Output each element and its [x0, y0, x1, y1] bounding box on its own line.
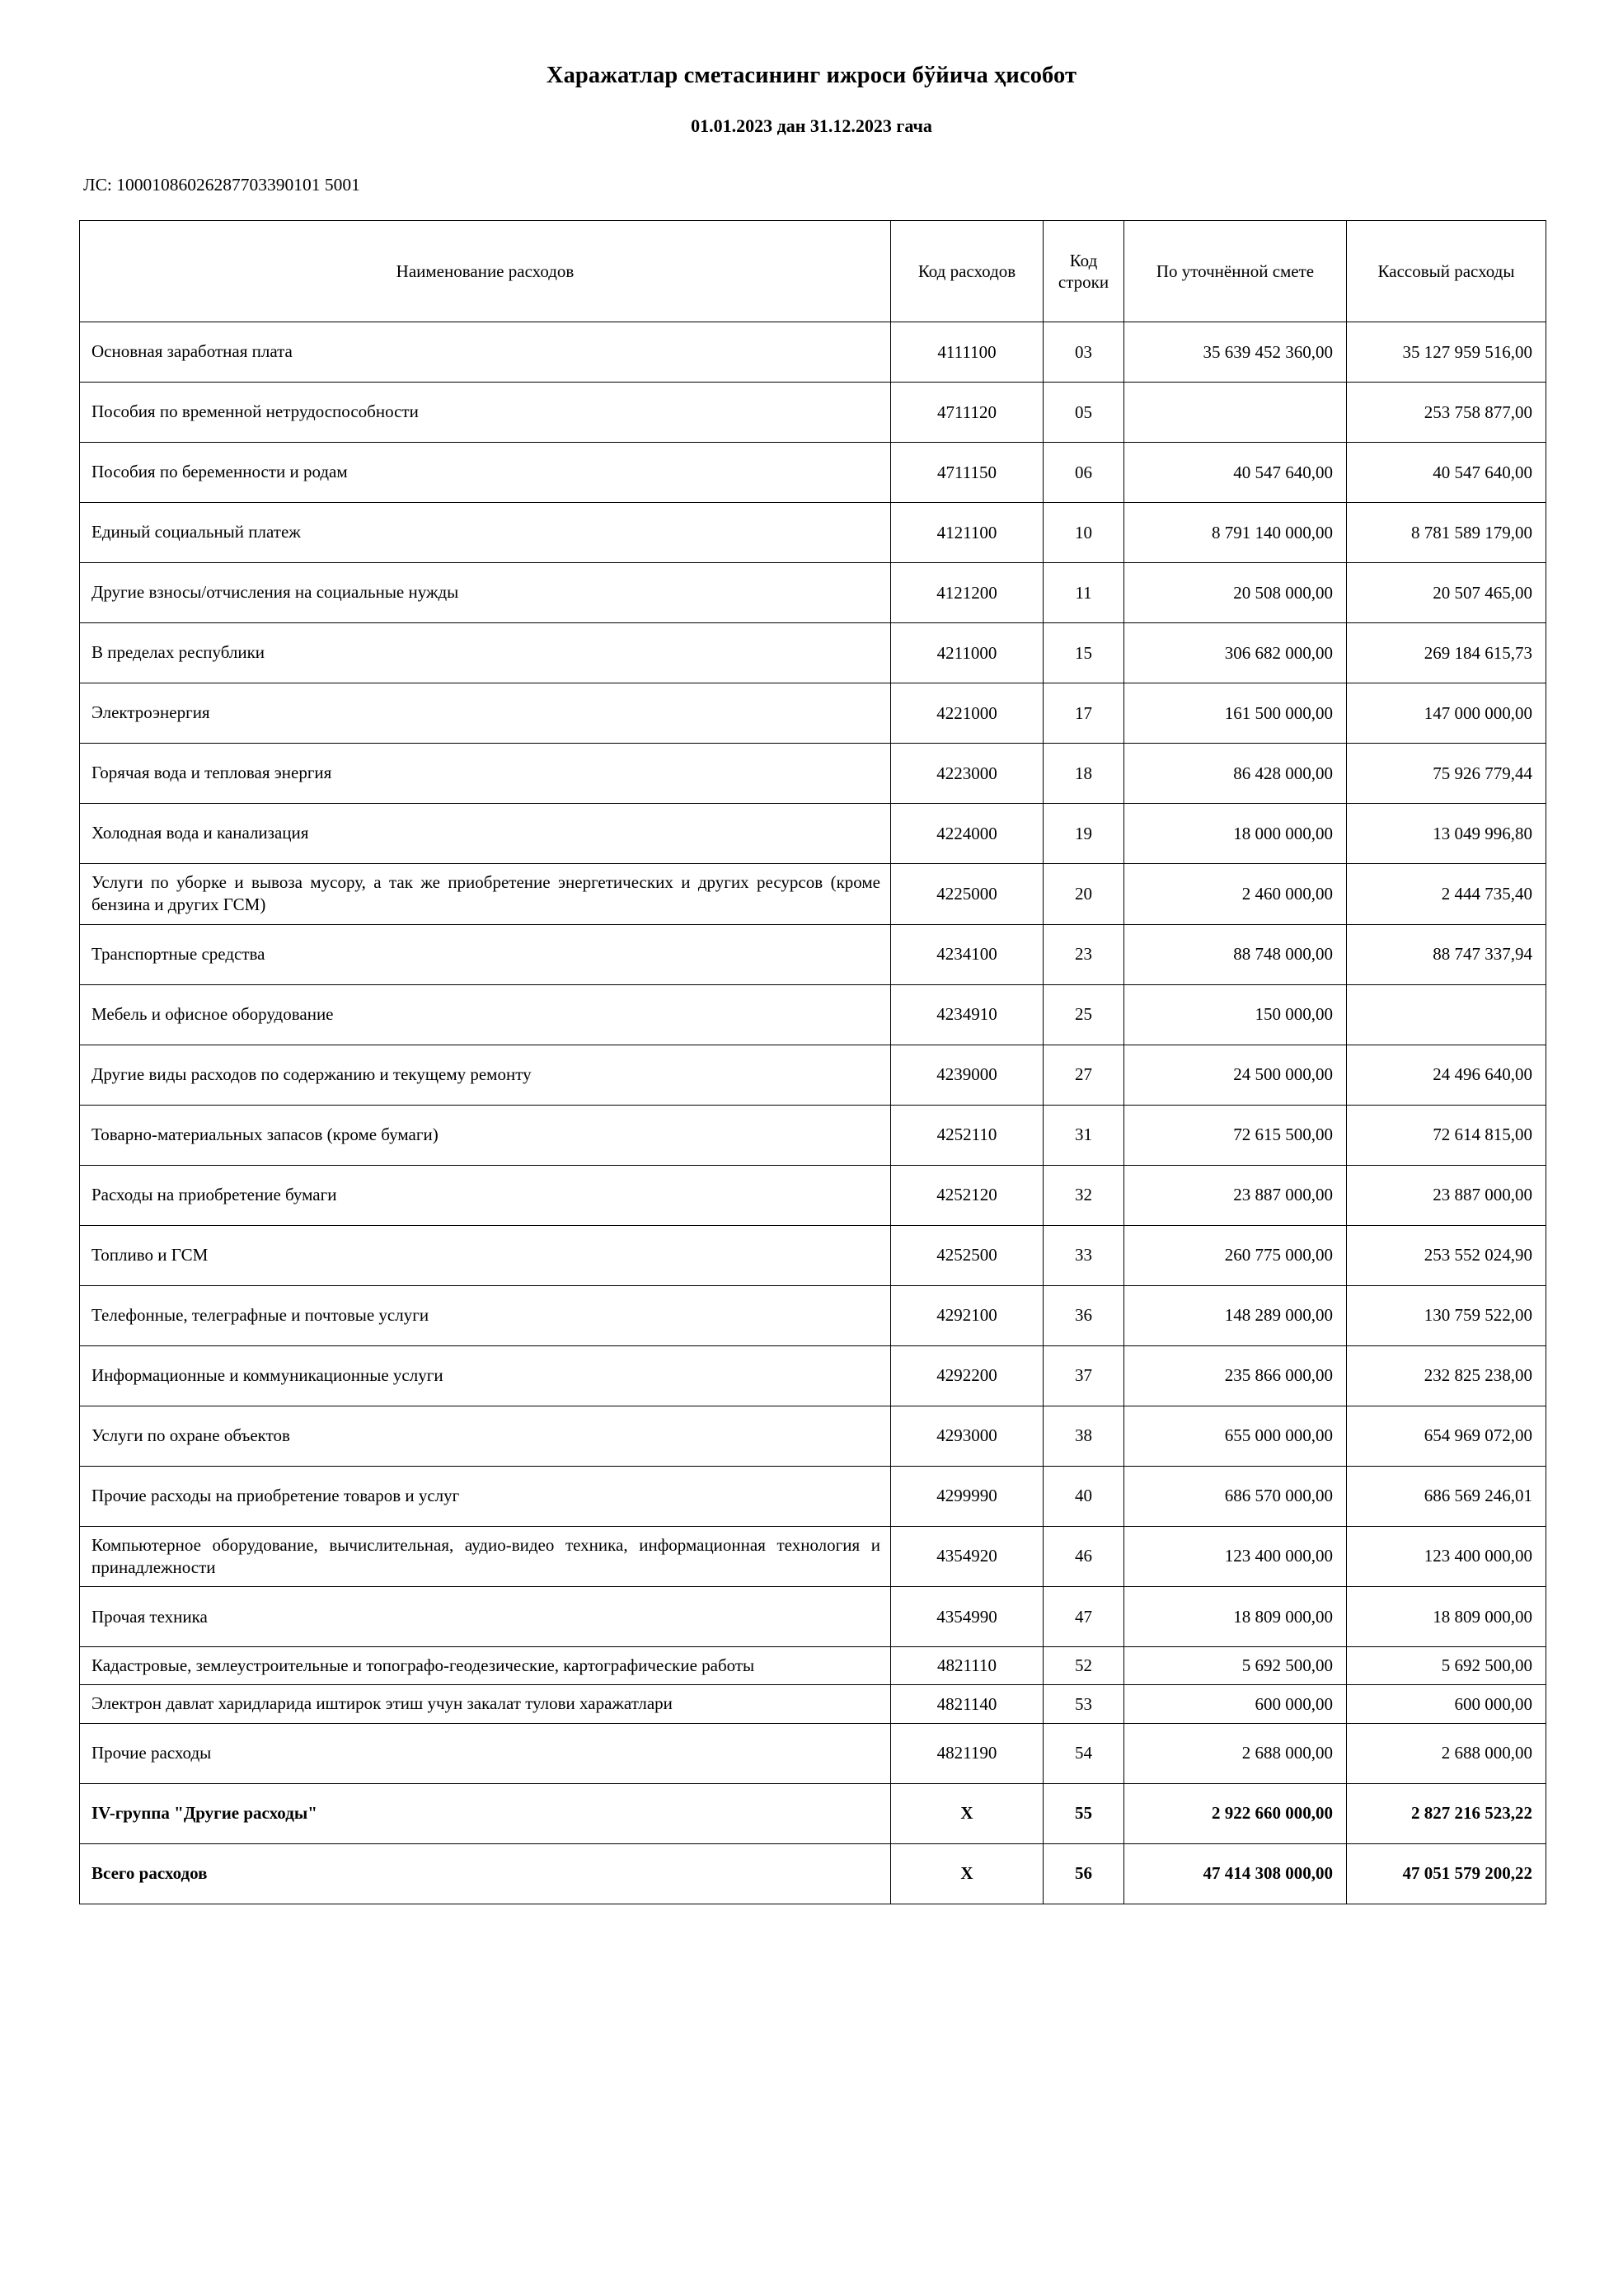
table-row — [80, 623, 1546, 683]
cell-row-number: 05 — [1044, 383, 1124, 443]
cell-fact-amount: 20 507 465,00 — [1347, 563, 1546, 623]
cell-expense-name: Прочие расходы — [80, 1723, 891, 1783]
cell-plan-amount: 24 500 000,00 — [1124, 1045, 1347, 1105]
column-header-row-number — [1044, 221, 1124, 322]
cell-fact-amount: 75 926 779,44 — [1347, 744, 1546, 804]
cell-expense-name: Услуги по уборке и вывоза мусору, а так же приобретение энергетических и других ресурсов (кроме бензина и других ГСМ) — [80, 864, 891, 925]
cell-expense-code: 4354920 — [891, 1526, 1044, 1587]
cell-plan-amount: 161 500 000,00 — [1124, 683, 1347, 744]
cell-fact-amount: 2 688 000,00 — [1347, 1723, 1546, 1783]
cell-fact-amount: 2 827 216 523,22 — [1347, 1783, 1546, 1843]
table-row — [80, 383, 1546, 443]
cell-expense-code: 4292200 — [891, 1345, 1044, 1406]
cell-plan-amount: 18 809 000,00 — [1124, 1587, 1347, 1647]
cell-fact-amount: 8 781 589 179,00 — [1347, 503, 1546, 563]
cell-fact-amount: 40 547 640,00 — [1347, 443, 1546, 503]
table-row — [80, 1587, 1546, 1647]
cell-expense-code: 4111100 — [891, 322, 1044, 383]
cell-expense-name: Электроэнергия — [80, 683, 891, 744]
cell-fact-amount: 13 049 996,80 — [1347, 804, 1546, 864]
table-row — [80, 503, 1546, 563]
cell-expense-code: 4252120 — [891, 1165, 1044, 1225]
cell-expense-code: 4121100 — [891, 503, 1044, 563]
cell-expense-name: Основная заработная плата — [80, 322, 891, 383]
cell-plan-amount: 2 922 660 000,00 — [1124, 1783, 1347, 1843]
table-row — [80, 322, 1546, 383]
cell-expense-name: Мебель и офисное оборудование — [80, 984, 891, 1045]
cell-fact-amount: 253 758 877,00 — [1347, 383, 1546, 443]
cell-plan-amount: 260 775 000,00 — [1124, 1225, 1347, 1285]
cell-plan-amount: 88 748 000,00 — [1124, 924, 1347, 984]
cell-fact-amount: 600 000,00 — [1347, 1685, 1546, 1723]
cell-row-number: 17 — [1044, 683, 1124, 744]
cell-expense-code: 4252500 — [891, 1225, 1044, 1285]
cell-fact-amount — [1347, 984, 1546, 1045]
cell-row-number: 55 — [1044, 1783, 1124, 1843]
table-row — [80, 924, 1546, 984]
column-header-fact: Кассовый расходы — [1347, 221, 1546, 322]
table-row — [80, 1783, 1546, 1843]
cell-fact-amount: 130 759 522,00 — [1347, 1285, 1546, 1345]
cell-row-number: 37 — [1044, 1345, 1124, 1406]
cell-row-number: 11 — [1044, 563, 1124, 623]
cell-expense-code: 4292100 — [891, 1285, 1044, 1345]
table-row — [80, 1225, 1546, 1285]
cell-expense-name: Товарно-материальных запасов (кроме бумаги) — [80, 1105, 891, 1165]
cell-expense-code: 4711120 — [891, 383, 1044, 443]
cell-fact-amount: 5 692 500,00 — [1347, 1647, 1546, 1685]
cell-expense-name: В пределах республики — [80, 623, 891, 683]
cell-plan-amount: 35 639 452 360,00 — [1124, 322, 1347, 383]
table-row — [80, 1843, 1546, 1904]
table-row — [80, 1345, 1546, 1406]
table-row — [80, 744, 1546, 804]
table-row — [80, 1285, 1546, 1345]
cell-plan-amount — [1124, 383, 1347, 443]
cell-expense-code: 4234910 — [891, 984, 1044, 1045]
cell-fact-amount: 88 747 337,94 — [1347, 924, 1546, 984]
cell-expense-code: 4223000 — [891, 744, 1044, 804]
cell-row-number: 46 — [1044, 1526, 1124, 1587]
table-row — [80, 804, 1546, 864]
cell-expense-code: 4239000 — [891, 1045, 1044, 1105]
cell-row-number: 25 — [1044, 984, 1124, 1045]
cell-plan-amount: 600 000,00 — [1124, 1685, 1347, 1723]
cell-row-number: 23 — [1044, 924, 1124, 984]
expenses-table — [79, 220, 1546, 1904]
cell-plan-amount: 148 289 000,00 — [1124, 1285, 1347, 1345]
cell-expense-name: Компьютерное оборудование, вычислительная, аудио-видео техника, информационная технология и принадлежности — [80, 1526, 891, 1587]
cell-expense-code: 4252110 — [891, 1105, 1044, 1165]
cell-fact-amount: 232 825 238,00 — [1347, 1345, 1546, 1406]
cell-row-number: 20 — [1044, 864, 1124, 925]
cell-expense-code: 4711150 — [891, 443, 1044, 503]
table-row — [80, 1647, 1546, 1685]
cell-row-number: 10 — [1044, 503, 1124, 563]
cell-row-number: 06 — [1044, 443, 1124, 503]
cell-row-number: 15 — [1044, 623, 1124, 683]
table-row — [80, 1526, 1546, 1587]
table-row — [80, 1045, 1546, 1105]
cell-expense-code: 4224000 — [891, 804, 1044, 864]
table-row — [80, 984, 1546, 1045]
cell-expense-name: Другие виды расходов по содержанию и текущему ремонту — [80, 1045, 891, 1105]
cell-fact-amount: 18 809 000,00 — [1347, 1587, 1546, 1647]
table-body — [80, 322, 1546, 1904]
table-row — [80, 1105, 1546, 1165]
cell-expense-code: 4354990 — [891, 1587, 1044, 1647]
cell-plan-amount: 655 000 000,00 — [1124, 1406, 1347, 1466]
cell-expense-code: 4234100 — [891, 924, 1044, 984]
cell-fact-amount: 147 000 000,00 — [1347, 683, 1546, 744]
report-period: 01.01.2023 дан 31.12.2023 гача — [691, 115, 932, 136]
cell-row-number: 47 — [1044, 1587, 1124, 1647]
page-title: Харажатлар сметасининг ижроси бўйича ҳисобот — [546, 63, 1077, 88]
cell-expense-name: Топливо и ГСМ — [80, 1225, 891, 1285]
cell-expense-code: 4299990 — [891, 1466, 1044, 1526]
cell-plan-amount: 150 000,00 — [1124, 984, 1347, 1045]
table-row — [80, 443, 1546, 503]
table-row — [80, 1466, 1546, 1526]
cell-expense-name: Электрон давлат харидларида иштирок этиш учун закалат тулови харажатлари — [80, 1685, 891, 1723]
cell-row-number: 38 — [1044, 1406, 1124, 1466]
cell-expense-name: Телефонные, телеграфные и почтовые услуги — [80, 1285, 891, 1345]
cell-plan-amount: 40 547 640,00 — [1124, 443, 1347, 503]
table-row — [80, 1685, 1546, 1723]
cell-row-number: 54 — [1044, 1723, 1124, 1783]
cell-expense-name: Информационные и коммуникационные услуги — [80, 1345, 891, 1406]
cell-expense-name: Другие взносы/отчисления на социальные нужды — [80, 563, 891, 623]
cell-fact-amount: 686 569 246,01 — [1347, 1466, 1546, 1526]
cell-expense-code: 4121200 — [891, 563, 1044, 623]
cell-expense-name: Пособия по беременности и родам — [80, 443, 891, 503]
cell-expense-code: 4293000 — [891, 1406, 1044, 1466]
cell-expense-name: Всего расходов — [80, 1843, 891, 1904]
cell-expense-code: 4821190 — [891, 1723, 1044, 1783]
cell-fact-amount: 253 552 024,90 — [1347, 1225, 1546, 1285]
cell-plan-amount: 8 791 140 000,00 — [1124, 503, 1347, 563]
cell-plan-amount: 47 414 308 000,00 — [1124, 1843, 1347, 1904]
cell-row-number: 31 — [1044, 1105, 1124, 1165]
cell-plan-amount: 86 428 000,00 — [1124, 744, 1347, 804]
column-header-row-line1: Код — [1069, 250, 1098, 270]
cell-plan-amount: 235 866 000,00 — [1124, 1345, 1347, 1406]
cell-row-number: 40 — [1044, 1466, 1124, 1526]
table-row — [80, 1165, 1546, 1225]
column-header-row-line2: строки — [1058, 272, 1109, 292]
column-header-plan: По уточнённой смете — [1124, 221, 1347, 322]
cell-row-number: 36 — [1044, 1285, 1124, 1345]
table-header — [80, 221, 1546, 322]
cell-fact-amount: 23 887 000,00 — [1347, 1165, 1546, 1225]
cell-expense-name: Прочая техника — [80, 1587, 891, 1647]
cell-expense-name: Холодная вода и канализация — [80, 804, 891, 864]
cell-fact-amount: 47 051 579 200,22 — [1347, 1843, 1546, 1904]
cell-row-number: 18 — [1044, 744, 1124, 804]
cell-expense-name: Расходы на приобретение бумаги — [80, 1165, 891, 1225]
cell-expense-code: X — [891, 1843, 1044, 1904]
cell-expense-name: Кадастровые, землеустроительные и топографо-геодезические, картографические работы — [80, 1647, 891, 1685]
cell-row-number: 19 — [1044, 804, 1124, 864]
cell-expense-name: Пособия по временной нетрудоспособности — [80, 383, 891, 443]
cell-plan-amount: 23 887 000,00 — [1124, 1165, 1347, 1225]
cell-fact-amount: 269 184 615,73 — [1347, 623, 1546, 683]
table-row — [80, 1406, 1546, 1466]
table-row — [80, 1723, 1546, 1783]
cell-expense-name: Транспортные средства — [80, 924, 891, 984]
cell-plan-amount: 5 692 500,00 — [1124, 1647, 1347, 1685]
cell-expense-code: 4211000 — [891, 623, 1044, 683]
cell-plan-amount: 686 570 000,00 — [1124, 1466, 1347, 1526]
cell-row-number: 53 — [1044, 1685, 1124, 1723]
table-row — [80, 864, 1546, 925]
cell-plan-amount: 123 400 000,00 — [1124, 1526, 1347, 1587]
cell-fact-amount: 654 969 072,00 — [1347, 1406, 1546, 1466]
cell-fact-amount: 2 444 735,40 — [1347, 864, 1546, 925]
cell-plan-amount: 2 460 000,00 — [1124, 864, 1347, 925]
cell-expense-code: 4225000 — [891, 864, 1044, 925]
cell-expense-name: Услуги по охране объектов — [80, 1406, 891, 1466]
cell-plan-amount: 72 615 500,00 — [1124, 1105, 1347, 1165]
cell-fact-amount: 35 127 959 516,00 — [1347, 322, 1546, 383]
cell-plan-amount: 2 688 000,00 — [1124, 1723, 1347, 1783]
cell-expense-name: Прочие расходы на приобретение товаров и услуг — [80, 1466, 891, 1526]
column-header-code: Код расходов — [891, 221, 1044, 322]
cell-row-number: 32 — [1044, 1165, 1124, 1225]
cell-expense-code: 4821140 — [891, 1685, 1044, 1723]
cell-row-number: 33 — [1044, 1225, 1124, 1285]
cell-row-number: 52 — [1044, 1647, 1124, 1685]
cell-plan-amount: 18 000 000,00 — [1124, 804, 1347, 864]
cell-expense-name: Горячая вода и тепловая энергия — [80, 744, 891, 804]
cell-fact-amount: 24 496 640,00 — [1347, 1045, 1546, 1105]
cell-row-number: 03 — [1044, 322, 1124, 383]
table-row — [80, 683, 1546, 744]
personal-account-line: ЛС: 10001086026287703390101 5001 — [83, 175, 360, 195]
cell-expense-code: 4821110 — [891, 1647, 1044, 1685]
cell-expense-code: X — [891, 1783, 1044, 1843]
cell-row-number: 27 — [1044, 1045, 1124, 1105]
table-row — [80, 563, 1546, 623]
cell-plan-amount: 306 682 000,00 — [1124, 623, 1347, 683]
cell-expense-name: IV-группа "Другие расходы" — [80, 1783, 891, 1843]
cell-expense-name: Единый социальный платеж — [80, 503, 891, 563]
column-header-name: Наименование расходов — [80, 221, 891, 322]
cell-fact-amount: 72 614 815,00 — [1347, 1105, 1546, 1165]
cell-plan-amount: 20 508 000,00 — [1124, 563, 1347, 623]
cell-row-number: 56 — [1044, 1843, 1124, 1904]
cell-fact-amount: 123 400 000,00 — [1347, 1526, 1546, 1587]
cell-expense-code: 4221000 — [891, 683, 1044, 744]
